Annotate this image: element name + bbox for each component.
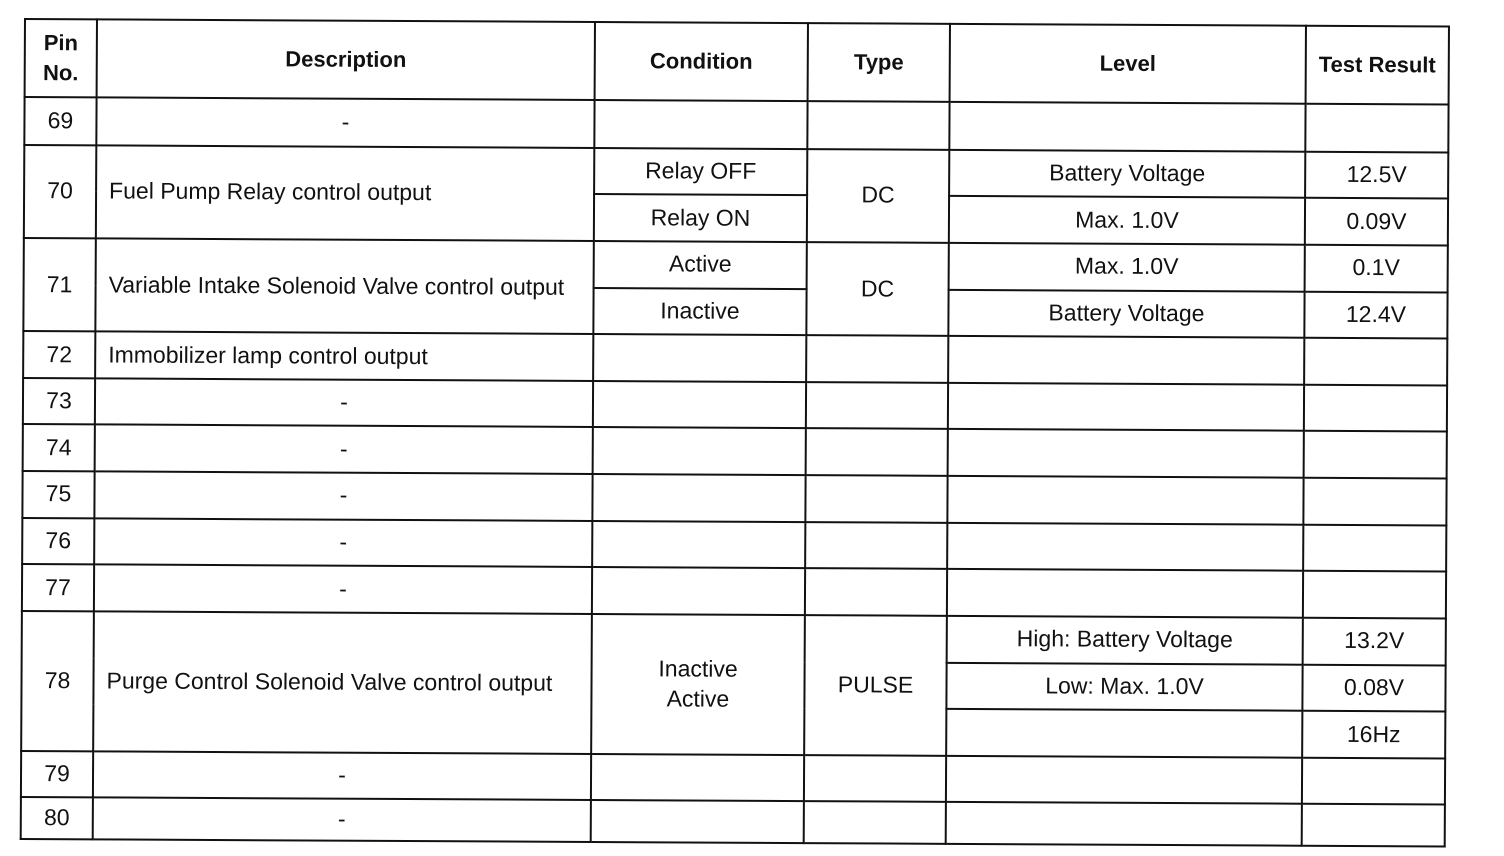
level-cell: Max. 1.0V: [949, 243, 1305, 291]
condition-cell: [592, 567, 805, 615]
header-row: [25, 19, 1449, 104]
condition-cell: [591, 800, 804, 843]
table-row: [23, 378, 1447, 432]
condition-cell: [592, 521, 805, 569]
level-cell: [947, 569, 1303, 617]
result-cell: [1305, 104, 1448, 152]
header-type: Type: [808, 23, 950, 102]
type-cell: [804, 755, 946, 802]
table-row: [22, 471, 1446, 525]
result-cell: 12.5V: [1305, 151, 1448, 198]
pin-description: -: [94, 471, 592, 520]
condition-cell: [591, 614, 805, 755]
result-cell: [1304, 338, 1447, 385]
table-row: [24, 238, 1448, 292]
condition-cell: [591, 754, 804, 802]
result-cell: 12.4V: [1304, 291, 1447, 338]
type-cell: [805, 568, 947, 615]
condition-cell: Relay ON: [594, 194, 807, 242]
table-row: [23, 424, 1447, 478]
result-cell: [1302, 804, 1445, 846]
pin-description: Variable Intake Solenoid Valve control output: [95, 238, 593, 334]
pin-number: 72: [23, 331, 95, 378]
pin-description: -: [93, 751, 591, 800]
pin-number: 73: [23, 378, 95, 425]
level-cell: [946, 709, 1302, 757]
result-cell: [1304, 431, 1447, 478]
pin-number: 75: [22, 471, 94, 518]
pin-description: Purge Control Solenoid Valve control output: [93, 611, 592, 753]
condition-cell: [594, 100, 807, 149]
pin-test-table: [20, 18, 1450, 847]
level-cell: [949, 102, 1305, 152]
condition-cell: Active: [594, 241, 807, 289]
type-cell: DC: [807, 149, 949, 243]
condition-line: Active: [666, 685, 730, 712]
table-row: [24, 97, 1448, 152]
result-cell: 16Hz: [1302, 711, 1445, 758]
table-row: [24, 145, 1448, 199]
type-cell: [806, 335, 948, 382]
pin-number: 80: [21, 797, 93, 839]
table-row: [21, 751, 1445, 805]
level-cell: [947, 476, 1303, 524]
condition-cell: Relay OFF: [594, 148, 807, 196]
type-cell: [804, 801, 946, 843]
type-cell: [806, 382, 948, 429]
table-row: [21, 797, 1445, 846]
result-cell: 13.2V: [1303, 618, 1446, 665]
pin-number: 74: [23, 424, 95, 471]
result-cell: [1304, 384, 1447, 431]
pin-description: -: [93, 798, 591, 842]
result-cell: [1302, 757, 1445, 804]
level-cell: High: Battery Voltage: [947, 616, 1303, 664]
pin-number: 76: [22, 518, 94, 565]
level-cell: [948, 429, 1304, 477]
level-cell: Battery Voltage: [949, 149, 1305, 197]
type-cell: [807, 101, 949, 149]
condition-line: Inactive: [658, 655, 738, 682]
condition-cell: [593, 381, 806, 429]
pin-number: 70: [24, 145, 96, 239]
table-row: [23, 331, 1447, 385]
header-level: Level: [950, 24, 1306, 104]
level-cell: Max. 1.0V: [949, 196, 1305, 244]
pin-number: 79: [21, 751, 93, 798]
condition-cell: Inactive: [593, 288, 806, 336]
result-cell: [1303, 478, 1446, 525]
pin-number: 77: [22, 564, 94, 611]
level-cell: Low: Max. 1.0V: [946, 662, 1302, 710]
level-cell: [946, 756, 1302, 804]
level-cell: [946, 802, 1302, 845]
pin-description: -: [96, 97, 594, 147]
table-row: [22, 611, 1446, 665]
level-cell: [948, 383, 1304, 431]
header-pin-no: Pin No.: [25, 19, 97, 97]
condition-cell: [593, 334, 806, 382]
result-cell: [1303, 571, 1446, 618]
pin-number: 78: [21, 611, 94, 751]
type-cell: [805, 522, 947, 569]
result-cell: 0.09V: [1305, 198, 1448, 245]
condition-cell: [593, 427, 806, 475]
type-cell: DC: [806, 242, 948, 336]
result-cell: 0.1V: [1305, 245, 1448, 292]
result-cell: [1303, 524, 1446, 571]
table-row: [22, 564, 1446, 618]
level-cell: [948, 336, 1304, 384]
pin-description: Immobilizer lamp control output: [95, 332, 593, 381]
pin-number: 71: [23, 238, 95, 332]
header-test-result: Test Result: [1306, 26, 1449, 105]
pin-description: Fuel Pump Relay control output: [96, 145, 594, 241]
type-cell: [805, 475, 947, 522]
pin-number: 69: [24, 97, 96, 145]
type-cell: PULSE: [804, 615, 947, 756]
header-condition: Condition: [595, 22, 808, 101]
level-cell: [947, 522, 1303, 570]
table-row: [22, 518, 1446, 572]
type-cell: [806, 428, 948, 475]
pin-description: -: [95, 425, 593, 474]
pin-description: -: [95, 378, 593, 427]
level-cell: Battery Voltage: [948, 289, 1304, 337]
pin-description: -: [94, 518, 592, 567]
result-cell: 0.08V: [1302, 664, 1445, 711]
pin-description: -: [94, 565, 592, 614]
condition-cell: [592, 474, 805, 522]
header-description: Description: [97, 19, 595, 100]
